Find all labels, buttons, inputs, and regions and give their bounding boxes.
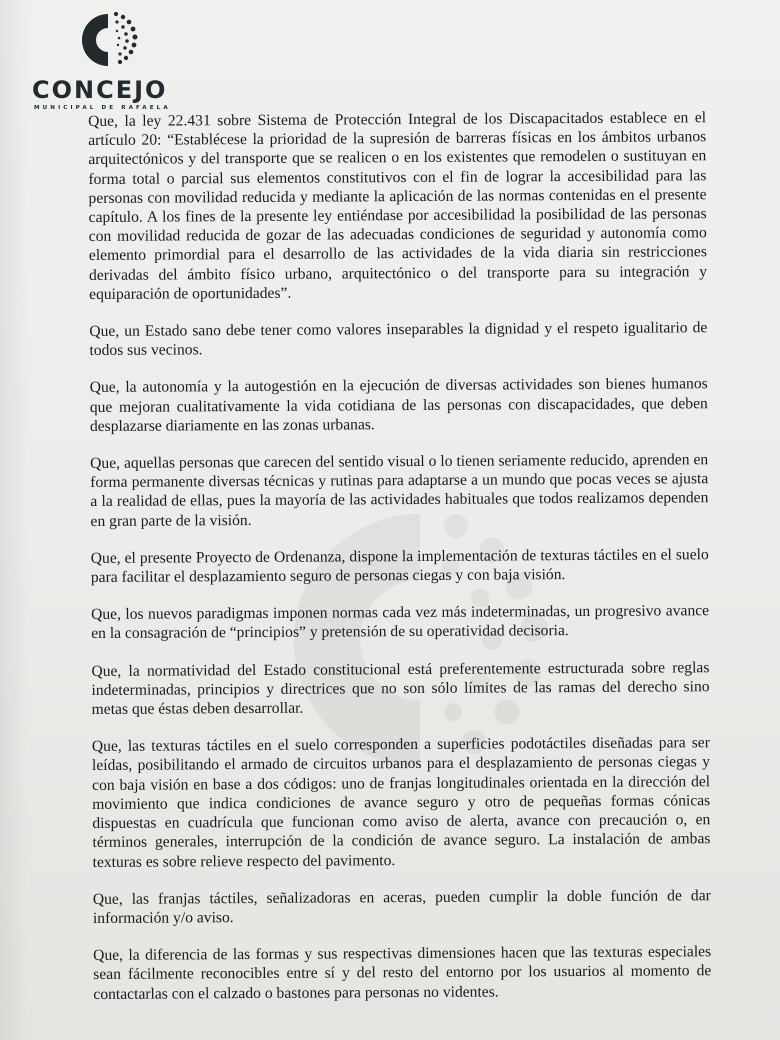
document-body [88,108,712,1021]
paragraph: Que, la ley 22.431 sobre Sistema de Protección Integral de los Discapacitados establece en el artículo 20: “Establécese la prioridad de la supresión de barreras físicas en los ámbitos urbanos arquitectónicos y del transporte que se realicen o en los existentes que remodelen o sustituyan en forma total o parcial sus elementos constitutivos con el fin de lograr la accesibilidad para las personas con movilidad reducida y mediante la aplicación de las normas contenidas en el presente capítulo. A los fines de la presente ley entiéndase por accesibilidad la posibilidad de las personas con movilidad reducida de gozar de las adecuadas condiciones de seguridad y autonomía como elemento primordial para el desarrollo de las actividades de la vida diaria sin restricciones derivadas del ámbito físico urbano, arquitectónico o del transporte para su integración y equiparación de oportunidades”. [88,109,708,303]
concejo-logo [30,8,190,112]
paragraph: Que, los nuevos paradigmas imponen normas cada vez más indeterminadas, un progresivo avance en la consagración de “principios” y pretensión de su operatividad decisoria. [91,602,710,643]
paragraph: Que, aquellas personas que carecen del sentido visual o lo tienen seriamente reducido, aprenden en forma permanente diversas técnicas y rutinas para adaptarse a un mundo que pocas veces se ajusta a la realidad de ellas, pues la mayoría de las actividades habituales que todos realizamos dependen en gran parte de la visión. [90,451,709,530]
logo-title: CONCEJO [32,76,168,104]
paragraph: Que, el presente Proyecto de Ordenanza, dispone la implementación de texturas táctiles en el suelo para facilitar el desplazamiento seguro de personas ciegas y con baja visión. [90,546,709,587]
paragraph: Que, un Estado sano debe tener como valores inseparables la dignidad y el respeto igualitario de todos sus vecinos. [89,319,708,360]
page-edge-shadow [0,0,30,1040]
concejo-logo-icon [78,8,142,72]
paragraph: Que, las texturas táctiles en el suelo corresponden a superficies podotáctiles diseñadas para ser leídas, posibilitando el armado de circuitos urbanos para el desplazamiento de personas ciegas y con baja visión en base a dos códigos: uno de franjas longitudinales orientada en la dirección del movimiento que indica condiciones de avance seguro y otro de pequeñas formas cónicas dispuestas en cuadrícula que funcionan como aviso de alerta, avance con precaución o, en términos generales, interrupción de la condición de avance seguro. La instalación de ambas texturas es sobre relieve respecto del pavimento. [91,734,711,871]
paragraph: Que, la diferencia de las formas y sus respectivas dimensiones hacen que las texturas especiales sean fácilmente reconocibles entre sí y del resto del entorno por los usuarios al momento de contactarlas con el calzado o bastones para personas no videntes. [93,943,712,1003]
paragraph: Que, la autonomía y la autogestión en la ejecución de diversas actividades son bienes humanos que mejoran cualitativamente la vida cotidiana de las personas con discapacidades, que deben desplazarse diariamente en las zonas urbanas. [89,375,708,435]
paragraph: Que, la normatividad del Estado constitucional está preferentemente estructurada sobre reglas indeterminadas, principios y directrices que no son sólo límites de las ramas del derecho sino metas que éstas deben desarrollar. [91,658,710,719]
logo-subtitle: MUNICIPAL DE RAFAELA [34,105,171,111]
paragraph: Que, las franjas táctiles, señalizadoras en aceras, pueden cumplir la doble función de dar información y/o aviso. [92,886,711,927]
